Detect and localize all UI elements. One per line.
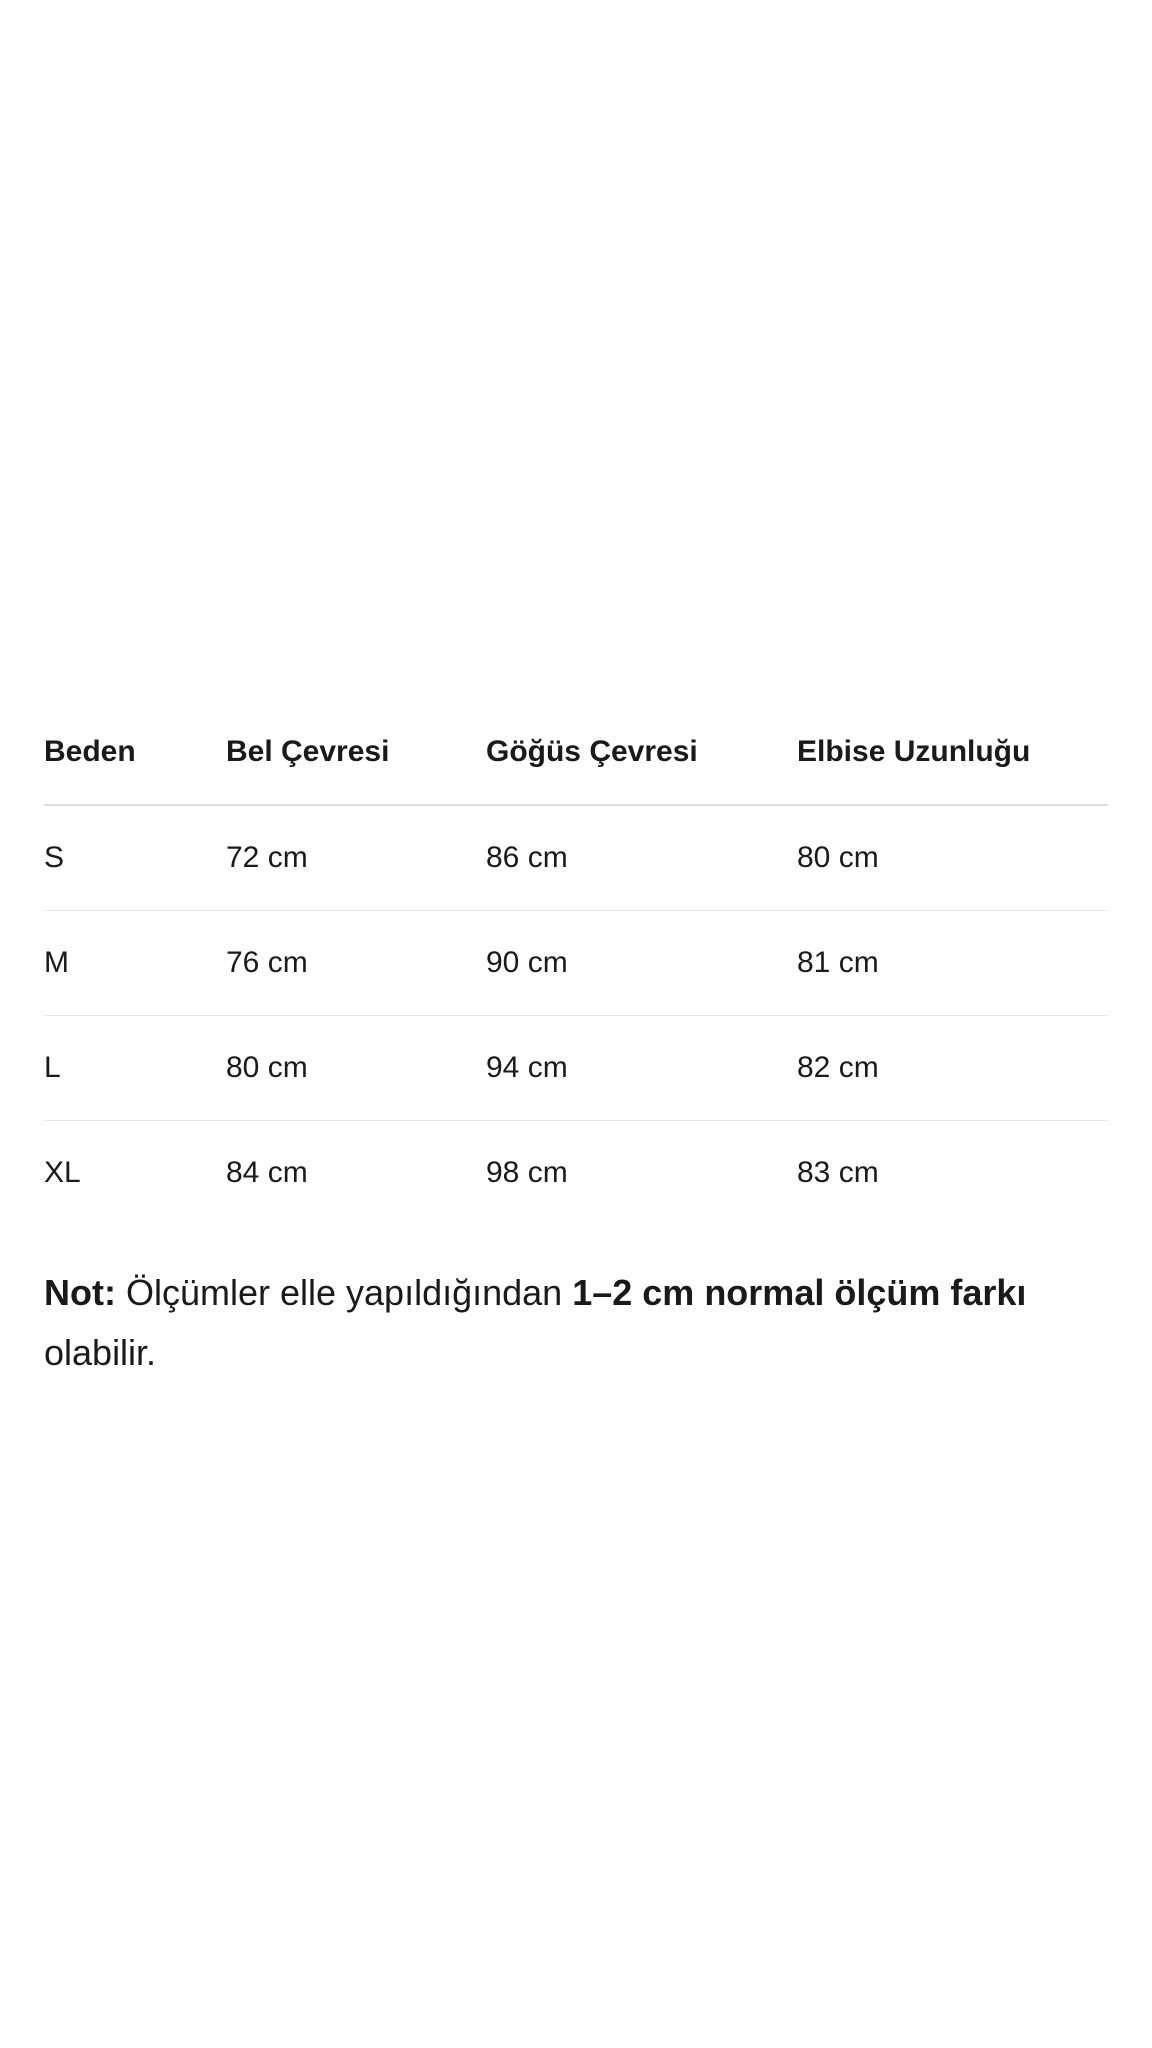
note-emphasis: 1–2 cm normal ölçüm farkı: [572, 1272, 1027, 1313]
cell-size: L: [44, 1016, 226, 1121]
cell-waist: 80 cm: [226, 1016, 486, 1121]
cell-waist: 84 cm: [226, 1156, 308, 1189]
header-size: Beden: [44, 700, 226, 805]
cell-size: XL: [44, 1156, 81, 1189]
note-text: Ölçümler elle yapıldığından: [115, 1272, 573, 1313]
cell-chest: 94 cm: [486, 1016, 797, 1121]
cell-size: S: [44, 805, 226, 911]
header-waist: Bel Çevresi: [226, 700, 486, 805]
size-table: [44, 700, 1108, 1225]
size-table-body: [44, 805, 1108, 1225]
measurement-note: [44, 1263, 1044, 1383]
size-chart: [44, 700, 1108, 1383]
cell-chest: 90 cm: [486, 911, 797, 1016]
cell-dress-length: 82 cm: [797, 1016, 1108, 1121]
cell-size: M: [44, 911, 226, 1016]
table-row: [44, 1016, 1108, 1121]
table-row: [44, 1121, 1108, 1226]
cell-waist: 72 cm: [226, 805, 486, 911]
cell-dress-length: 80 cm: [797, 805, 1108, 911]
cell-dress-length: 83 cm: [797, 1156, 879, 1189]
note-text-end: olabilir.: [44, 1332, 157, 1373]
cell-chest: 86 cm: [486, 805, 797, 911]
header-dress-length: Elbise Uzunluğu: [797, 700, 1108, 805]
cell-chest: 98 cm: [486, 1156, 568, 1189]
size-table-header: [44, 700, 1108, 805]
note-label: Not:: [44, 1272, 116, 1313]
table-row: [44, 911, 1108, 1016]
cell-waist: 76 cm: [226, 911, 486, 1016]
header-chest: Göğüs Çevresi: [486, 700, 797, 805]
table-row: [44, 805, 1108, 911]
header-row: [44, 700, 1108, 805]
cell-dress-length: 81 cm: [797, 911, 1108, 1016]
